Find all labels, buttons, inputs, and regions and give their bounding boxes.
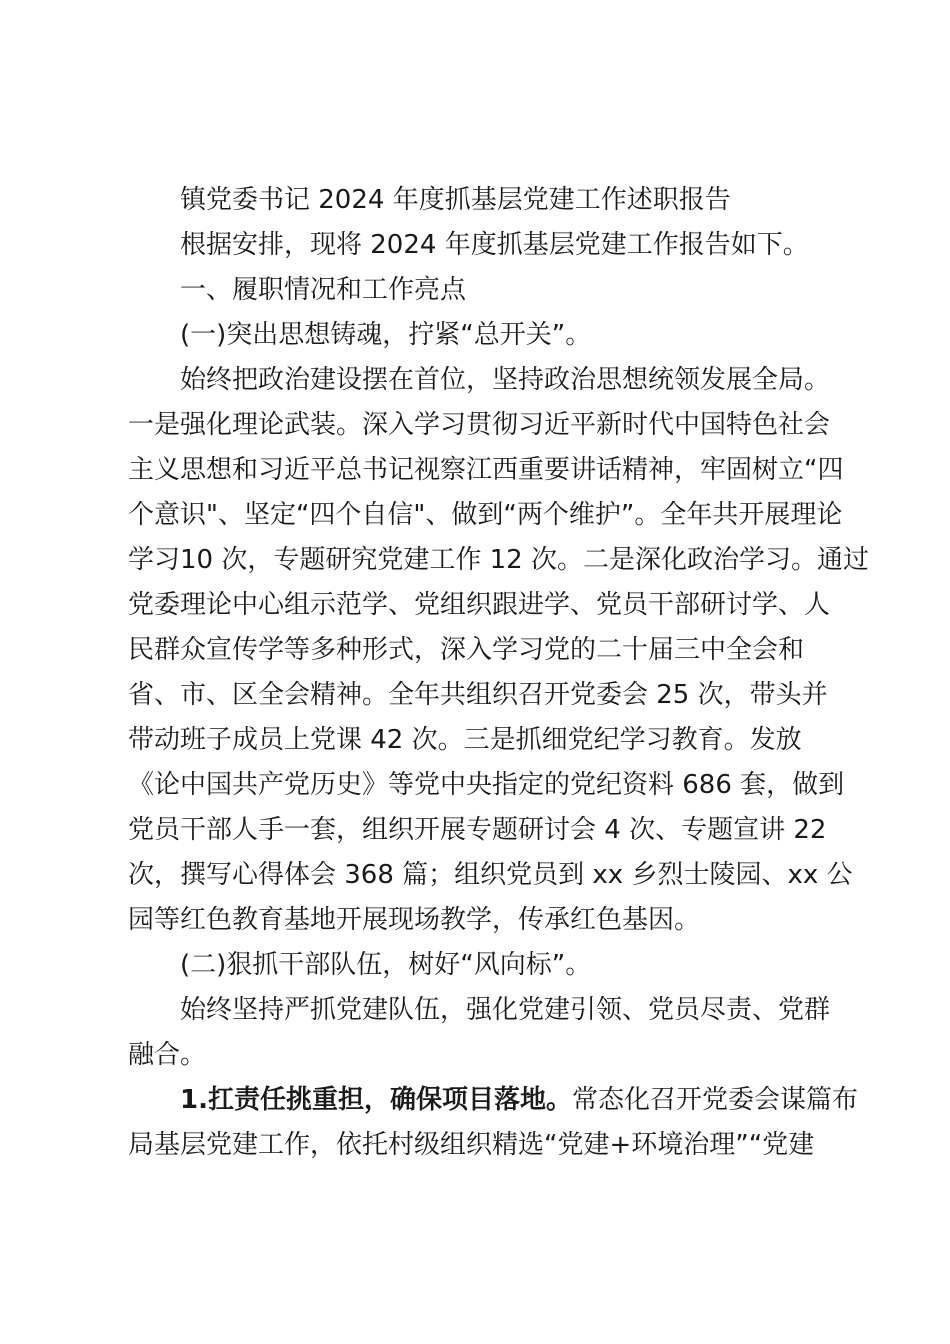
text-line: 局基层党建工作，依托村级组织精选“党建+环境治理”“党建 [128,1130,815,1160]
text-line: 始终坚持严抓党建队伍，强化党建引领、党员尽责、党群 [180,995,831,1025]
document-title: 镇党委书记 2024 年度抓基层党建工作述职报告 [180,185,731,215]
text-line: 个意识"、坚定“四个自信"、做到“两个维护”。全年共开展理论 [128,500,843,530]
text-line: 省、市、区全会精神。全年共组织召开党委会 25 次，带头并 [128,680,828,710]
text-line: 融合。 [128,1040,207,1070]
subsection-heading: (一)突出思想铸魂，拧紧“总开关”。 [180,320,592,350]
text-line: 次，撰写心得体会 368 篇；组织党员到 xx 乡烈士陵园、xx 公 [128,860,853,890]
paragraph-line [180,1084,858,1116]
text-line: 园等红色教育基地开展现场教学，传承红色基因。 [128,905,701,935]
text-line: 主义思想和习近平总书记视察江西重要讲话精神，牢固树立“四 [128,455,844,485]
bold-lead-heading: 1.扛责任挑重担，确保项目落地。 [180,1085,572,1115]
text-line: 始终把政治建设摆在首位，坚持政治思想统领发展全局。 [180,365,831,395]
text-line: 学习10 次，专题研究党建工作 12 次。二是深化政治学习。通过 [128,545,869,575]
text-line: 党员干部人手一套，组织开展专题研讨会 4 次、专题宣讲 22 [128,815,827,845]
text-line: 一是强化理论武装。深入学习贯彻习近平新时代中国特色社会 [128,410,831,440]
text-line: 党委理论中心组示范学、党组织跟进学、党员干部研讨学、人 [128,590,831,620]
text-line: 《论中国共产党历史》等党中央指定的党纪资料 686 套，做到 [128,770,845,800]
text-line: 根据安排，现将 2024 年度抓基层党建工作报告如下。 [180,230,809,260]
paragraph-text: 常态化召开党委会谋篇布 [571,1085,858,1115]
text-line: 带动班子成员上党课 42 次。三是抓细党纪学习教育。发放 [128,725,802,755]
subsection-heading: (二)狠抓干部队伍，树好“风向标”。 [180,950,592,980]
text-line: 民群众宣传学等多种形式，深入学习党的二十届三中全会和 [128,635,805,665]
section-heading: 一、履职情况和工作亮点 [180,275,467,305]
